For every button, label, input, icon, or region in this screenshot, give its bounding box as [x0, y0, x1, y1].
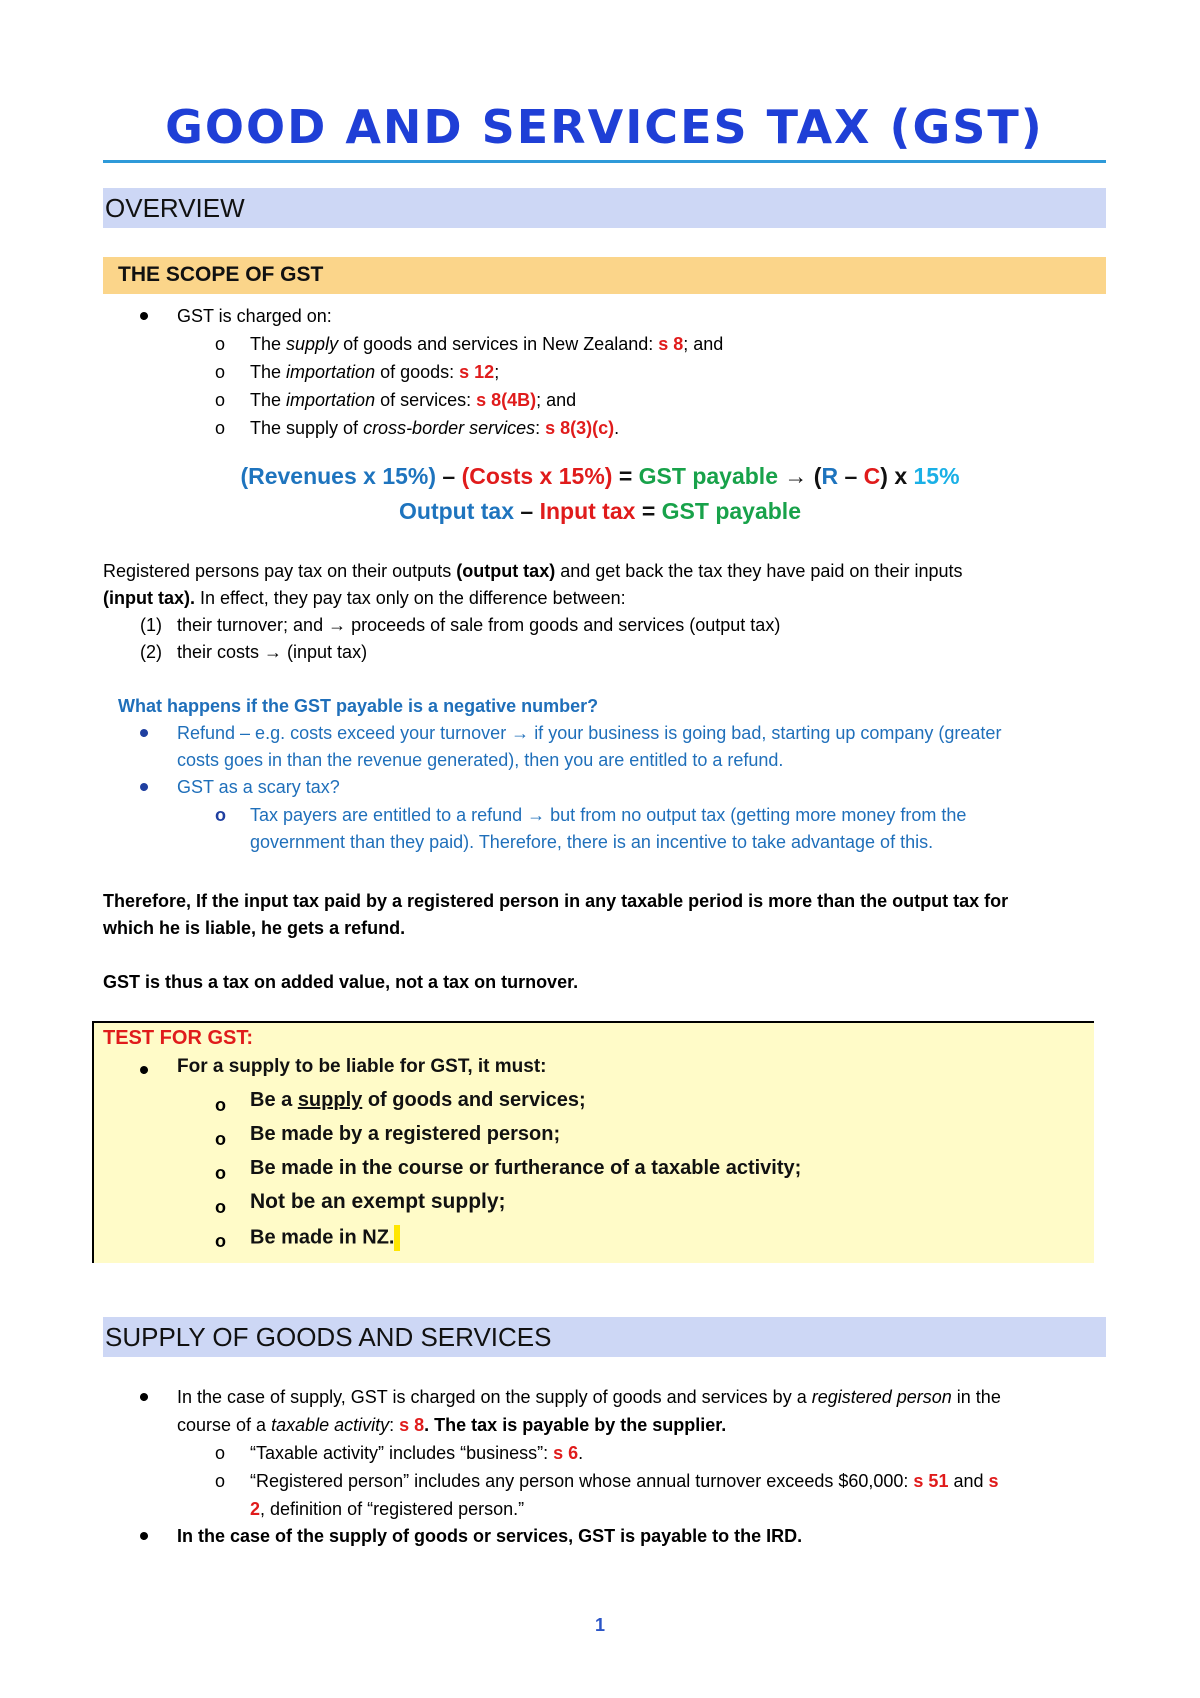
supply-subline: “Registered person” includes any person whose annual turnover exceeds $60,000: s 51 and s [250, 1471, 999, 1491]
paragraph-line: (input tax). In effect, they pay tax only on the difference between: [103, 588, 626, 608]
refund-detail-line: government than they paid). Therefore, there is an incentive to take advantage of this. [250, 832, 934, 852]
scope-item: The supply of cross-border services: s 8(3)(c). [250, 418, 620, 438]
sub-bullet-icon: o [215, 1471, 226, 1491]
list-number: (2) [140, 642, 162, 662]
paragraph-line: Registered persons pay tax on their outputs (output tax) and get back the tax they have paid on their inputs [103, 561, 963, 581]
sub-bullet-icon: o [215, 1231, 226, 1251]
sub-bullet-icon: o [215, 1197, 226, 1217]
list-number: (1) [140, 615, 162, 635]
bullet-icon [139, 1392, 149, 1402]
bullet-icon [139, 1531, 149, 1541]
scope-intro: GST is charged on: [177, 306, 332, 326]
page-title: GOOD AND SERVICES TAX (GST) [165, 100, 1044, 154]
refund-line: Refund – e.g. costs exceed your turnover → if your business is going bad, starting up company (greater [177, 723, 1002, 743]
overview-heading: OVERVIEW [105, 193, 245, 223]
test-item: Be made in NZ. [250, 1225, 400, 1251]
scope-item: The importation of goods: s 12; [250, 362, 500, 382]
sub-bullet-icon: o [215, 1095, 226, 1115]
list-item: their turnover; and → proceeds of sale from goods and services (output tax) [177, 615, 781, 635]
test-title: TEST FOR GST: [103, 1027, 253, 1049]
therefore-line: which he is liable, he gets a refund. [103, 918, 406, 938]
list-item: their costs → (input tax) [177, 642, 368, 662]
test-item: Be made by a registered person; [250, 1123, 561, 1145]
supply-subline: 2, definition of “registered person.” [250, 1499, 525, 1519]
bullet-icon [139, 782, 149, 792]
refund-detail-line: Tax payers are entitled to a refund → but from no output tax (getting more money from the [250, 805, 967, 825]
supply-line: course of a taxable activity: s 8. The tax is payable by the supplier. [177, 1415, 727, 1435]
test-intro: For a supply to be liable for GST, it must: [177, 1056, 547, 1077]
test-item: Be a supply of goods and services; [250, 1089, 586, 1111]
overview-heading-band [103, 188, 1106, 228]
title-underline [103, 160, 1106, 163]
supply-line: In the case of the supply of goods or services, GST is payable to the IRD. [177, 1526, 803, 1546]
scope-item: The importation of services: s 8(4B); and [250, 390, 577, 410]
bullet-icon [139, 311, 149, 321]
sub-bullet-icon: o [215, 390, 226, 410]
bullet-icon [139, 728, 149, 738]
supply-heading: SUPPLY OF GOODS AND SERVICES [105, 1322, 552, 1352]
sub-bullet-icon: o [215, 334, 226, 354]
sub-bullet-icon: o [215, 362, 226, 382]
scary-tax-line: GST as a scary tax? [177, 777, 340, 797]
supply-subline: “Taxable activity” includes “business”: s 6. [250, 1443, 584, 1463]
sub-bullet-icon: o [215, 418, 226, 438]
added-value-line: GST is thus a tax on added value, not a tax on turnover. [103, 972, 579, 992]
output-input-formula: Output tax – Input tax = GST payable [399, 498, 801, 524]
text-highlight-marker [394, 1225, 400, 1251]
scope-heading-band [103, 257, 1106, 294]
sub-bullet-icon: o [215, 1163, 226, 1183]
therefore-line: Therefore, If the input tax paid by a registered person in any taxable period is more than the output tax for [103, 891, 1009, 911]
test-item: Be made in the course or furtherance of a taxable activity; [250, 1157, 802, 1179]
sub-bullet-icon: o [215, 1129, 226, 1149]
test-item: Not be an exempt supply; [250, 1190, 506, 1213]
scope-item: The supply of goods and services in New Zealand: s 8; and [250, 334, 724, 354]
supply-line: In the case of supply, GST is charged on the supply of goods and services by a registered person in the [177, 1387, 1001, 1407]
question-heading: What happens if the GST payable is a negative number? [118, 696, 599, 716]
gst-formula: (Revenues x 15%) – (Costs x 15%) = GST payable → (R – C) x 15% [240, 463, 960, 489]
scope-heading: THE SCOPE OF GST [118, 263, 324, 286]
sub-bullet-icon: o [215, 805, 226, 825]
sub-bullet-icon: o [215, 1443, 226, 1463]
refund-line: costs goes in than the revenue generated), then you are entitled to a refund. [177, 750, 784, 770]
page-number: 1 [594, 1615, 605, 1635]
supply-heading-band [103, 1317, 1106, 1357]
